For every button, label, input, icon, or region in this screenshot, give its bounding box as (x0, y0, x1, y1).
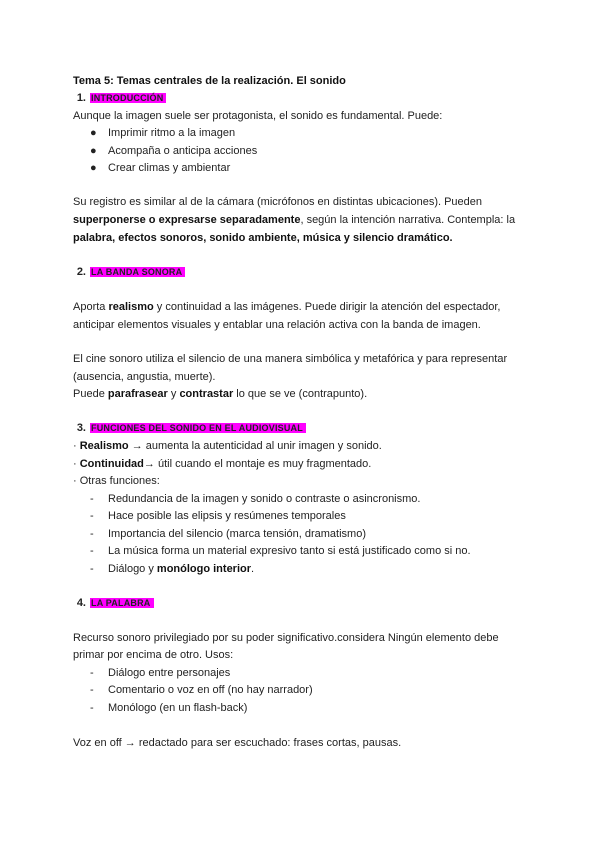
list-item: ● Acompaña o anticipa acciones (90, 145, 258, 157)
paragraph-line: El cine sonoro utiliza el silencio de una manera simbólica y metafórica y para representar (73, 353, 508, 365)
paragraph-line: Recurso sonoro privilegiado por su poder significativo.considera Ningún elemento debe (73, 632, 499, 644)
document-title: Tema 5: Temas centrales de la realización. El sonido (73, 75, 346, 87)
list-item: - La música forma un material expresivo tanto si está justificado como si no. (90, 545, 471, 557)
section-4-heading: 4. LA PALABRA (62, 596, 154, 610)
list-item: - Hace posible las elipsis y resúmenes temporales (90, 510, 346, 522)
section-2-heading: 2. LA BANDA SONORA (62, 265, 185, 279)
paragraph-line: Su registro es similar al de la cámara (micrófonos en distintas ubicaciones). Pueden (73, 196, 483, 208)
paragraph-line: (ausencia, angustia, muerte). (73, 371, 216, 383)
list-item: - Diálogo y monólogo interior. (90, 563, 255, 575)
list-item: - Comentario o voz en off (no hay narrador) (90, 684, 313, 696)
list-item: ● Crear climas y ambientar (90, 162, 231, 174)
list-item: ● Imprimir ritmo a la imagen (90, 127, 236, 139)
paragraph-line: Aporta realismo y continuidad a las imágenes. Puede dirigir la atención del espectador, (73, 301, 501, 313)
paragraph-line: · Continuidad→ útil cuando el montaje es muy fragmentado. (73, 458, 372, 470)
list-item: - Importancia del silencio (marca tensión, dramatismo) (90, 528, 366, 540)
paragraph-line: palabra, efectos sonoros, sonido ambiente, música y silencio dramático. (73, 232, 453, 244)
paragraph-line: · Otras funciones: (73, 475, 160, 487)
section-1-intro: Aunque la imagen suele ser protagonista, el sonido es fundamental. Puede: (73, 110, 443, 122)
paragraph-line: Voz en off → redactado para ser escuchado: frases cortas, pausas. (73, 737, 402, 749)
list-item: - Diálogo entre personajes (90, 667, 231, 679)
list-item: - Monólogo (en un flash-back) (90, 702, 248, 714)
section-3-heading: 3. FUNCIONES DEL SONIDO EN EL AUDIOVISUAL (62, 421, 306, 435)
section-1-heading: 1. INTRODUCCIÓN (62, 91, 166, 105)
paragraph-line: · Realismo → aumenta la autenticidad al unir imagen y sonido. (73, 440, 382, 452)
paragraph-line: superponerse o expresarse separadamente, según la intención narrativa. Contempla: la (73, 214, 516, 226)
paragraph-line: Puede parafrasear y contrastar lo que se ve (contrapunto). (73, 388, 368, 400)
list-item: - Redundancia de la imagen y sonido o contraste o asincronismo. (90, 493, 421, 505)
paragraph-line: primar por encima de otro. Usos: (73, 649, 234, 661)
paragraph-line: anticipar elementos visuales y entablar una relación activa con la banda de imagen. (73, 319, 481, 331)
